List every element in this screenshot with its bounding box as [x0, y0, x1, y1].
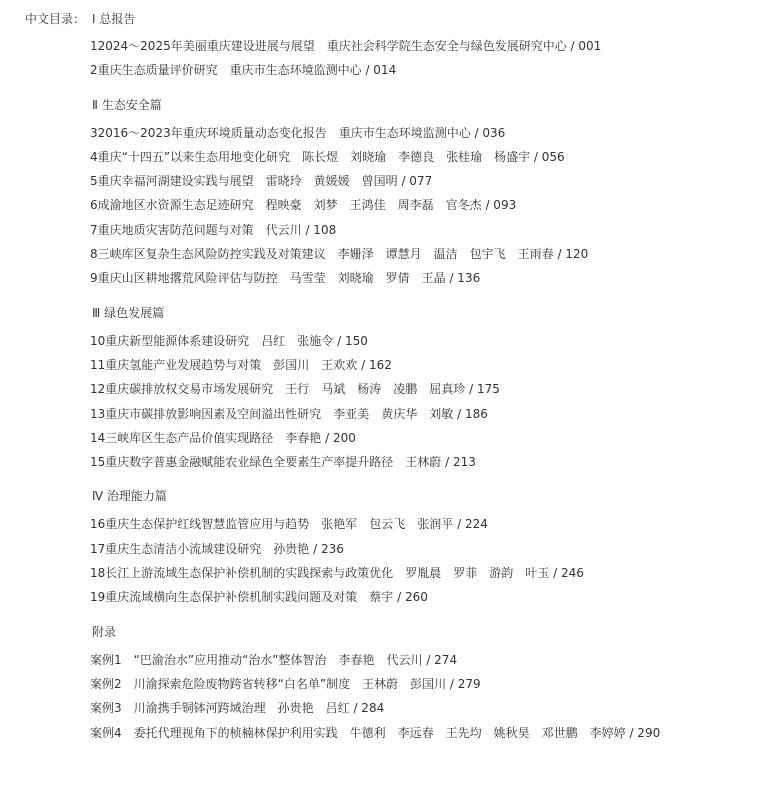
toc-entry-link[interactable]: 案例1 “巴渝治水”应用推动“治水”整体智治 李春艳 代云川 / 274 [90, 652, 458, 667]
toc-entry[interactable] [90, 721, 770, 745]
section-title-appendix: 附录 [92, 624, 117, 639]
toc-entry[interactable] [90, 242, 770, 266]
toc-entry[interactable] [90, 537, 770, 561]
toc-entry-link[interactable]: 6成渝地区水资源生态足迹研究 程映豪 刘梦 王鸿佳 周李磊 官冬杰 / 093 [90, 198, 517, 213]
toc-entry[interactable] [90, 218, 770, 242]
toc-entry-link[interactable]: 8三峡库区复杂生态风险防控实践及对策建议 李姗泽 谭慧月 温洁 包宇飞 王雨春 / 120 [90, 247, 589, 262]
toc-entry-link[interactable]: 32016～2023年重庆环境质量动态变化报告 重庆市生态环境监测中心 / 036 [90, 125, 506, 140]
toc-entry-link[interactable]: 案例4 委托代理视角下的桢楠林保护利用实践 牛德利 李远春 王先均 姚秋昊 邓世鹏 李婷婷 / 290 [90, 725, 661, 740]
toc-entry-link[interactable]: 案例3 川渝携手铜钵河跨域治理 孙贵艳 吕红 / 284 [90, 701, 385, 716]
toc-entry[interactable] [90, 266, 770, 290]
toc-entry-link[interactable]: 10重庆新型能源体系建设研究 吕红 张施令 / 150 [90, 333, 368, 348]
toc-entry[interactable] [90, 561, 770, 585]
toc-entry[interactable] [90, 58, 770, 82]
toc-entry[interactable] [90, 193, 770, 217]
toc-entry-link[interactable]: 18长江上游流域生态保护补偿机制的实践探索与政策优化 罗胤晨 罗菲 游韵 叶玉 / 246 [90, 566, 584, 581]
section-title-green-development: Ⅲ 绿色发展篇 [92, 305, 165, 320]
toc-entry[interactable] [90, 585, 770, 609]
toc-entry[interactable] [90, 121, 770, 145]
toc-entry-link[interactable]: 5重庆幸福河湖建设实践与展望 雷晓玲 黄媛媛 曾国明 / 077 [90, 174, 433, 189]
toc-entry-link[interactable]: 11重庆氢能产业发展趋势与对策 彭国川 王欢欢 / 162 [90, 357, 392, 372]
toc-entry[interactable] [90, 512, 770, 536]
toc-entry-link[interactable]: 7重庆地质灾害防范问题与对策 代云川 / 108 [90, 222, 337, 237]
toc-entry[interactable] [90, 672, 770, 696]
toc-entry[interactable] [90, 696, 770, 720]
toc-entry[interactable] [90, 426, 770, 450]
toc-entry-link[interactable]: 4重庆“十四五”以来生态用地变化研究 陈长煜 刘晓瑜 李德良 张桂瑜 杨盛宇 / 056 [90, 149, 565, 164]
toc-entry[interactable] [90, 145, 770, 169]
section-title-ecological-security: Ⅱ 生态安全篇 [92, 97, 162, 112]
section-title-general-report: Ⅰ 总报告 [92, 12, 136, 26]
toc-entry[interactable] [90, 402, 770, 426]
toc-entry[interactable] [90, 648, 770, 672]
toc-entry[interactable] [90, 353, 770, 377]
toc-entry-link[interactable]: 19重庆流域横向生态保护补偿机制实践问题及对策 蔡宇 / 260 [90, 590, 428, 605]
toc-entry-link[interactable]: 12024～2025年美丽重庆建设进展与展望 重庆社会科学院生态安全与绿色发展研究中心 / 001 [90, 39, 602, 53]
toc-entry[interactable] [90, 169, 770, 193]
toc-entry-link[interactable]: 9重庆山区耕地撂荒风险评估与防控 马雪莹 刘晓瑜 罗倩 王晶 / 136 [90, 271, 481, 286]
toc-entry[interactable] [90, 34, 770, 58]
toc-entry[interactable] [90, 450, 770, 474]
toc-entry-link[interactable]: 15重庆数字普惠金融赋能农业绿色全要素生产率提升路径 王林蔚 / 213 [90, 455, 476, 470]
toc-label: 中文目录： [25, 12, 86, 26]
toc-entry-link[interactable]: 13重庆市碳排放影响因素及空间溢出性研究 李亚美 黄庆华 刘敏 / 186 [90, 406, 488, 421]
section-title-governance-capacity: Ⅳ 治理能力篇 [92, 489, 167, 504]
toc-entry[interactable] [90, 329, 770, 353]
toc-entry-link[interactable]: 16重庆生态保护红线智慧监管应用与趋势 张艳军 包云飞 张润平 / 224 [90, 517, 488, 532]
toc-entry-link[interactable]: 17重庆生态清洁小流域建设研究 孙贵艳 / 236 [90, 541, 344, 556]
toc-entry-link[interactable]: 案例2 川渝探索危险废物跨省转移“白名单”制度 王林蔚 彭国川 / 279 [90, 676, 481, 691]
table-of-contents [90, 10, 770, 745]
toc-entry-link[interactable]: 2重庆生态质量评价研究 重庆市生态环境监测中心 / 014 [90, 63, 397, 78]
toc-entry-link[interactable]: 14三峡库区生态产品价值实现路径 李春艳 / 200 [90, 430, 356, 445]
toc-entry[interactable] [90, 377, 770, 401]
toc-entry-link[interactable]: 12重庆碳排放权交易市场发展研究 王行 马斌 杨涛 凌鹏 屈真珍 / 175 [90, 382, 500, 397]
